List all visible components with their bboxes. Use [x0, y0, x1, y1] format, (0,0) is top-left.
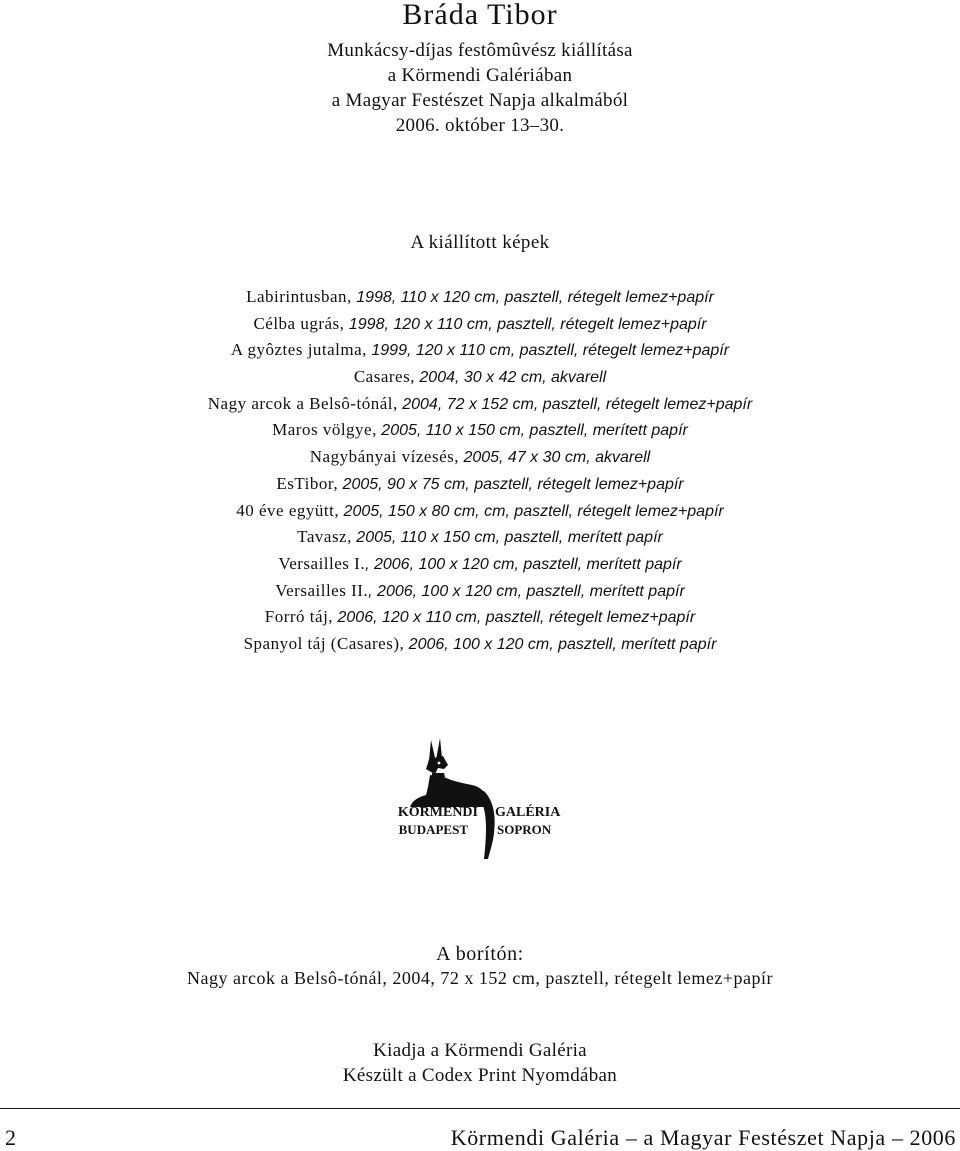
- list-item: [0, 524, 960, 551]
- work-details: 1998, 110 x 120 cm, pasztell, rétegelt lemez+papír: [351, 289, 714, 306]
- cover-description: Nagy arcok a Belsô-tónál, 2004, 72 x 152 cm, pasztell, rétegelt lemez+papír: [187, 968, 773, 988]
- work-title: A gyôztes jutalma,: [230, 340, 367, 360]
- subtitle-line: 2006. október 13–30.: [395, 115, 565, 136]
- work-title: Maros völgye,: [272, 420, 377, 440]
- work-details: 2005, 110 x 150 cm, pasztell, merített papír: [376, 422, 688, 440]
- subtitle-line: a Körmendi Galériában: [387, 65, 573, 86]
- work-title: 40 éve együtt,: [236, 500, 340, 520]
- work-details: 2005, 47 x 30 cm, akvarell: [459, 449, 651, 467]
- work-details: 2004, 30 x 42 cm, akvarell: [414, 369, 607, 387]
- list-item: [0, 311, 960, 338]
- work-title: Forró táj,: [264, 607, 334, 627]
- logo-word-left-bottom: BUDAPEST: [398, 822, 468, 837]
- publisher-line: Kiadja a Körmendi Galéria: [373, 1040, 587, 1061]
- work-details: 2005, 110 x 150 cm, pasztell, merített papír: [351, 529, 663, 547]
- works-heading: A kiállított képek: [410, 232, 550, 253]
- list-item: [0, 604, 960, 631]
- list-item: [0, 498, 960, 525]
- work-title: Versailles I.: [278, 553, 366, 573]
- printer-line: Készült a Codex Print Nyomdában: [342, 1065, 618, 1086]
- work-title: Casares,: [353, 367, 415, 387]
- page-number: 2: [5, 1125, 16, 1150]
- work-title: Célba ugrás,: [253, 313, 345, 333]
- list-item: [0, 391, 960, 418]
- work-title: EsTibor,: [276, 473, 339, 493]
- list-item: [0, 631, 960, 658]
- work-details: 2005, 150 x 80 cm, cm, pasztell, rétegelt lemez+papír: [339, 502, 724, 520]
- list-item: [0, 471, 960, 498]
- work-details: , 2006, 100 x 120 cm, pasztell, merített papír: [368, 582, 685, 600]
- logo-word-right-top: GALÉRIA: [495, 805, 561, 820]
- logo-word-left-top: KÖRMENDI: [398, 805, 478, 820]
- subtitle-line: a Magyar Festészet Napja alkalmából: [331, 90, 629, 111]
- exhibition-subtitle: [0, 38, 960, 138]
- list-item: [0, 578, 960, 605]
- work-details: 2006, 100 x 120 cm, pasztell, merített papír: [404, 635, 717, 653]
- work-title: Nagybányai vízesés,: [309, 447, 459, 467]
- work-title: Versailles II.: [275, 580, 369, 600]
- list-item: [0, 284, 960, 311]
- gallery-logo: [398, 735, 578, 860]
- work-title: Tavasz,: [297, 527, 352, 547]
- list-item: [0, 444, 960, 471]
- cover-label: A borítón:: [436, 943, 524, 965]
- work-details: 2005, 90 x 75 cm, pasztell, rétegelt lemez+papír: [338, 475, 684, 493]
- work-details: 2004, 72 x 152 cm, pasztell, rétegelt lemez+papír: [397, 395, 753, 413]
- work-details: 2006, 120 x 110 cm, pasztell, rétegelt lemez+papír: [333, 609, 696, 627]
- footer-divider: [0, 1108, 960, 1109]
- logo-word-right-bottom: SOPRON: [497, 822, 552, 837]
- work-details: 1999, 120 x 110 cm, pasztell, rétegelt lemez+papír: [366, 342, 730, 360]
- running-footer: Körmendi Galéria – a Magyar Festészet Napja – 2006: [450, 1125, 956, 1150]
- jackal-icon: [398, 735, 578, 860]
- work-title: Spanyol táj (Casares),: [243, 633, 405, 653]
- list-item: [0, 551, 960, 578]
- page-title: Bráda Tibor: [402, 0, 558, 31]
- works-list: [0, 284, 960, 658]
- work-details: 1998, 120 x 110 cm, pasztell, rétegelt lemez+papír: [344, 315, 707, 333]
- list-item: [0, 417, 960, 444]
- work-details: , 2006, 100 x 120 cm, pasztell, merített papír: [365, 555, 682, 573]
- publisher-info: [0, 1038, 960, 1088]
- subtitle-line: Munkácsy-díjas festômûvész kiállítása: [327, 40, 633, 61]
- list-item: [0, 337, 960, 364]
- list-item: [0, 364, 960, 391]
- work-title: Labirintusban,: [246, 287, 352, 306]
- work-title: Nagy arcok a Belsô-tónál,: [207, 393, 398, 413]
